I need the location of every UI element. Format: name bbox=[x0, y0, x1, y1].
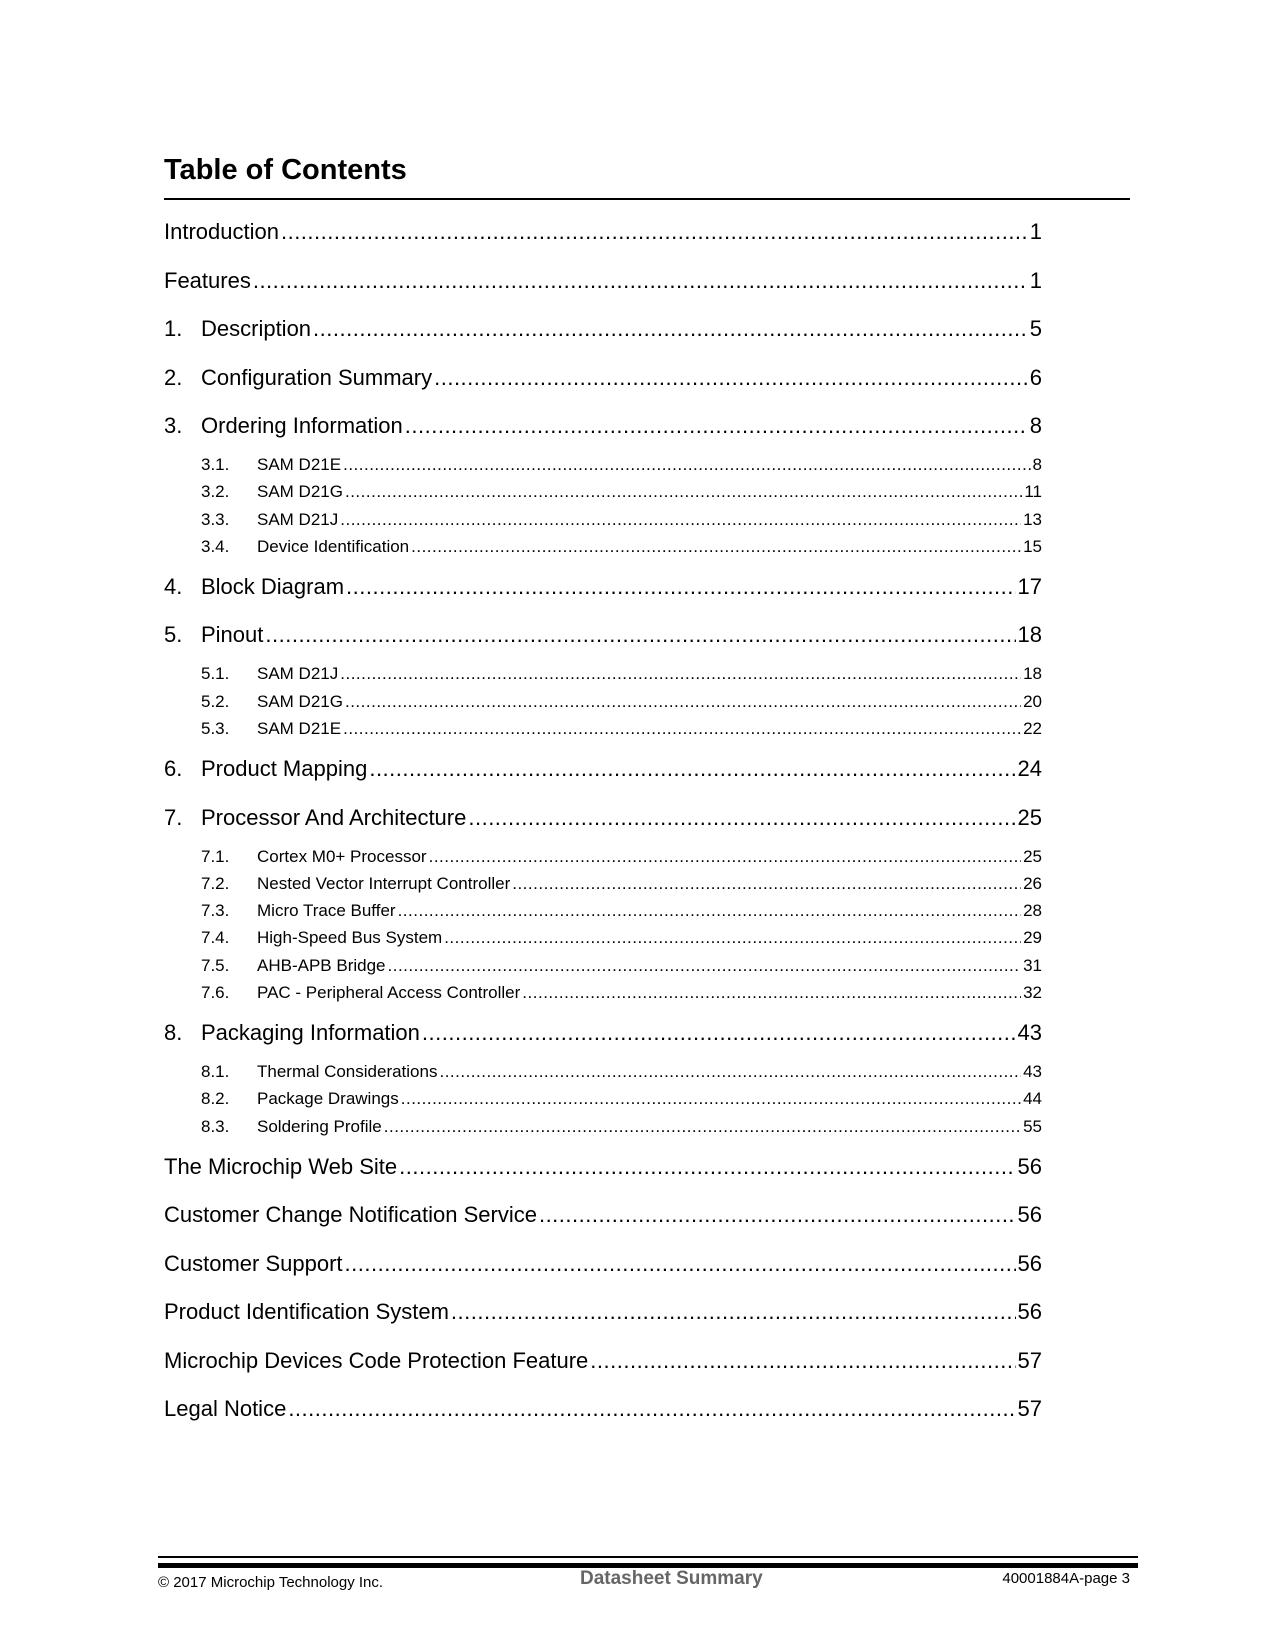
toc-entry[interactable] bbox=[164, 1201, 1042, 1229]
toc-leader-dots bbox=[345, 1250, 1016, 1278]
toc-entry-number: 3. bbox=[164, 413, 183, 438]
toc-entry-label: PAC - Peripheral Access Controller bbox=[257, 983, 521, 1002]
toc-entry-label: Product Mapping bbox=[201, 756, 368, 781]
toc-entry[interactable] bbox=[201, 509, 1042, 531]
toc-entry-page: 57 bbox=[1017, 1396, 1042, 1422]
toc-leader-dots bbox=[512, 873, 1021, 895]
toc-entry-page: 31 bbox=[1023, 955, 1042, 975]
toc-entry-label: Block Diagram bbox=[201, 573, 345, 599]
toc-entry-label: SAM D21J bbox=[257, 509, 339, 529]
toc-entry-label: Soldering Profile bbox=[257, 1116, 382, 1136]
toc-leader-dots bbox=[345, 481, 1022, 503]
toc-entry-number: 2. bbox=[164, 364, 183, 390]
toc-entry-page: 25 bbox=[1023, 846, 1042, 866]
toc-entry[interactable] bbox=[201, 900, 1042, 922]
toc-entry-page: 5 bbox=[1029, 316, 1042, 341]
toc-leader-dots bbox=[288, 1395, 1015, 1423]
toc-leader-dots bbox=[399, 1153, 1015, 1181]
toc-entry-label: Customer Support bbox=[164, 1250, 343, 1276]
toc-entry-page: 56 bbox=[1017, 1202, 1042, 1228]
toc-entry-page: 18 bbox=[1017, 622, 1042, 648]
toc-leader-dots bbox=[411, 536, 1021, 558]
toc-entry[interactable] bbox=[201, 663, 1042, 685]
toc-entry-label: Introduction bbox=[164, 219, 279, 244]
toc-entry[interactable] bbox=[201, 955, 1042, 977]
toc-entry-number: 5. bbox=[164, 622, 183, 648]
toc-entry-label: Packaging Information bbox=[201, 1020, 420, 1045]
toc-leader-dots bbox=[265, 621, 1015, 649]
toc-entry[interactable] bbox=[164, 804, 1042, 832]
toc-leader-dots bbox=[388, 955, 1022, 977]
toc-entry-number: 6. bbox=[164, 756, 183, 781]
toc-entry-page: 56 bbox=[1017, 1153, 1042, 1179]
toc-entry[interactable] bbox=[201, 927, 1042, 949]
toc-leader-dots bbox=[384, 1116, 1021, 1138]
toc-leader-dots bbox=[434, 364, 1028, 392]
toc-entry-page: 24 bbox=[1017, 756, 1042, 781]
toc-entry-number: 5.1. bbox=[201, 664, 230, 684]
toc-entry-label: Pinout bbox=[201, 622, 264, 648]
toc-entry[interactable] bbox=[201, 718, 1042, 740]
toc-entry-number: 1. bbox=[164, 316, 183, 341]
toc-entry-label: Legal Notice bbox=[164, 1396, 287, 1422]
toc-leader-dots bbox=[539, 1201, 1016, 1229]
toc-entry-number: 7.2. bbox=[201, 873, 230, 893]
toc-leader-dots bbox=[590, 1347, 1015, 1375]
toc-entry-label: Description bbox=[201, 316, 312, 341]
toc-entry-page: 44 bbox=[1023, 1089, 1042, 1109]
toc-leader-dots bbox=[422, 1019, 1016, 1047]
toc-entry-page: 57 bbox=[1017, 1347, 1042, 1373]
toc-entry-label: Processor And Architecture bbox=[201, 804, 467, 830]
toc-entry-page: 11 bbox=[1024, 482, 1042, 502]
toc-entry-page: 55 bbox=[1023, 1116, 1042, 1136]
toc-entry[interactable] bbox=[201, 846, 1042, 868]
toc-entry-page: 1 bbox=[1029, 267, 1042, 293]
toc-entry-number: 3.3. bbox=[201, 509, 230, 529]
toc-entry-label: Thermal Considerations bbox=[257, 1062, 438, 1081]
toc-entry[interactable] bbox=[164, 267, 1042, 295]
toc-entry[interactable] bbox=[164, 364, 1042, 392]
toc-entry[interactable] bbox=[201, 481, 1042, 503]
toc-entry-page: 43 bbox=[1017, 1020, 1042, 1045]
toc-entry-number: 8.3. bbox=[201, 1116, 230, 1136]
toc-entry-number: 7.3. bbox=[201, 901, 230, 921]
toc-entry-label: SAM D21J bbox=[257, 664, 339, 684]
toc-entry-number: 5.2. bbox=[201, 691, 230, 711]
toc-entry[interactable] bbox=[164, 621, 1042, 649]
toc-leader-dots bbox=[522, 982, 1021, 1004]
toc-entry-number: 7.6. bbox=[201, 983, 230, 1002]
toc-leader-dots bbox=[343, 454, 1030, 476]
toc-entry-label: Package Drawings bbox=[257, 1089, 399, 1109]
toc-entry-label: SAM D21E bbox=[257, 719, 342, 738]
toc-entry-label: Ordering Information bbox=[201, 413, 403, 438]
toc-entry[interactable] bbox=[201, 536, 1042, 558]
toc-entry-page: 28 bbox=[1023, 901, 1042, 921]
footer-copyright: © 2017 Microchip Technology Inc. bbox=[158, 1574, 384, 1591]
toc-entry-label: Product Identification System bbox=[164, 1299, 449, 1325]
toc-entry-label: SAM D21G bbox=[257, 482, 343, 502]
toc-entry[interactable] bbox=[201, 454, 1042, 476]
toc-entry-page: 8 bbox=[1032, 455, 1042, 474]
toc-entry-number: 3.2. bbox=[201, 482, 230, 502]
footer-divider-thin bbox=[158, 1556, 1138, 1558]
title-divider bbox=[164, 198, 1130, 200]
toc-entry-number: 7.5. bbox=[201, 955, 230, 975]
toc-leader-dots bbox=[398, 900, 1022, 922]
toc-entry-page: 22 bbox=[1023, 719, 1042, 738]
toc-entry[interactable] bbox=[164, 1153, 1042, 1181]
toc-entry-page: 56 bbox=[1017, 1299, 1042, 1325]
toc-entry-page: 6 bbox=[1029, 364, 1042, 390]
toc-entry[interactable] bbox=[164, 1347, 1042, 1375]
toc-entry[interactable] bbox=[201, 691, 1042, 713]
toc-entry-label: Customer Change Notification Service bbox=[164, 1202, 537, 1228]
toc-entry-number: 4. bbox=[164, 573, 183, 599]
toc-entry-number: 3.1. bbox=[201, 455, 230, 474]
toc-entry[interactable] bbox=[164, 412, 1042, 440]
toc-entry-number: 5.3. bbox=[201, 719, 230, 738]
toc-entry-page: 29 bbox=[1023, 928, 1042, 948]
toc-entry[interactable] bbox=[201, 1116, 1042, 1138]
toc-entry-page: 13 bbox=[1023, 509, 1042, 529]
toc-entry-label: The Microchip Web Site bbox=[164, 1153, 398, 1179]
toc-entry[interactable] bbox=[164, 1395, 1042, 1423]
toc-entry[interactable] bbox=[201, 1061, 1042, 1083]
toc-entry-label: Microchip Devices Code Protection Feature bbox=[164, 1347, 589, 1373]
toc-entry-number: 8.1. bbox=[201, 1062, 230, 1081]
footer-page-ref: 40001884A-page 3 bbox=[1002, 1570, 1130, 1587]
toc-entry[interactable] bbox=[164, 755, 1042, 783]
toc-leader-dots bbox=[340, 663, 1021, 685]
toc-leader-dots bbox=[444, 927, 1021, 949]
toc-entry-page: 8 bbox=[1029, 413, 1042, 438]
footer-doc-type: Datasheet Summary bbox=[580, 1568, 763, 1589]
toc-entry[interactable] bbox=[164, 573, 1042, 601]
toc-entry-page: 56 bbox=[1017, 1250, 1042, 1276]
toc-leader-dots bbox=[468, 804, 1015, 832]
toc-entry-number: 7. bbox=[164, 804, 183, 830]
toc-leader-dots bbox=[281, 218, 1028, 246]
toc-entry-label: AHB-APB Bridge bbox=[257, 955, 386, 975]
toc-entry[interactable] bbox=[164, 1298, 1042, 1326]
toc-leader-dots bbox=[369, 755, 1015, 783]
toc-entry-label: Device Identification bbox=[257, 536, 410, 556]
page-title: Table of Contents bbox=[164, 154, 407, 186]
toc-entry-label: Configuration Summary bbox=[201, 364, 433, 390]
toc-entry[interactable] bbox=[164, 1019, 1042, 1047]
toc-leader-dots bbox=[340, 509, 1021, 531]
toc-entry-page: 32 bbox=[1023, 983, 1042, 1002]
toc-leader-dots bbox=[313, 315, 1028, 343]
toc-entry-label: SAM D21E bbox=[257, 455, 342, 474]
toc-entry-number: 7.1. bbox=[201, 846, 230, 866]
toc-entry-number: 8. bbox=[164, 1020, 183, 1045]
toc-leader-dots bbox=[451, 1298, 1016, 1326]
toc-entry-page: 18 bbox=[1023, 664, 1042, 684]
toc-entry-label: High-Speed Bus System bbox=[257, 928, 443, 948]
toc-entry-label: Nested Vector Interrupt Controller bbox=[257, 873, 511, 893]
toc-entry[interactable] bbox=[201, 982, 1042, 1004]
toc-leader-dots bbox=[253, 267, 1028, 295]
toc-leader-dots bbox=[405, 412, 1028, 440]
toc-entry-number: 8.2. bbox=[201, 1089, 230, 1109]
toc-entry-page: 26 bbox=[1023, 873, 1042, 893]
toc-entry-page: 25 bbox=[1017, 804, 1042, 830]
toc-leader-dots bbox=[343, 718, 1021, 740]
toc-entry-page: 15 bbox=[1023, 536, 1042, 556]
toc-entry-label: Cortex M0+ Processor bbox=[257, 846, 427, 866]
toc-entry-page: 43 bbox=[1023, 1062, 1042, 1081]
toc-entry-page: 17 bbox=[1017, 573, 1042, 599]
toc-entry[interactable] bbox=[201, 873, 1042, 895]
toc-entry[interactable] bbox=[164, 1250, 1042, 1278]
toc-entry-page: 20 bbox=[1023, 691, 1042, 711]
toc-entry-label: Micro Trace Buffer bbox=[257, 901, 396, 921]
toc-leader-dots bbox=[429, 846, 1021, 868]
toc-entry-label: SAM D21G bbox=[257, 691, 343, 711]
toc-leader-dots bbox=[439, 1061, 1021, 1083]
toc-entry-page: 1 bbox=[1029, 219, 1042, 244]
toc-leader-dots bbox=[401, 1088, 1021, 1110]
toc-leader-dots bbox=[346, 573, 1015, 601]
toc-entry-number: 7.4. bbox=[201, 928, 230, 948]
toc-entry[interactable] bbox=[201, 1088, 1042, 1110]
toc-entry[interactable] bbox=[164, 315, 1042, 343]
toc-entry-label: Features bbox=[164, 267, 251, 293]
toc-leader-dots bbox=[345, 691, 1021, 713]
toc-entry-number: 3.4. bbox=[201, 536, 230, 556]
toc-entry[interactable] bbox=[164, 218, 1042, 246]
